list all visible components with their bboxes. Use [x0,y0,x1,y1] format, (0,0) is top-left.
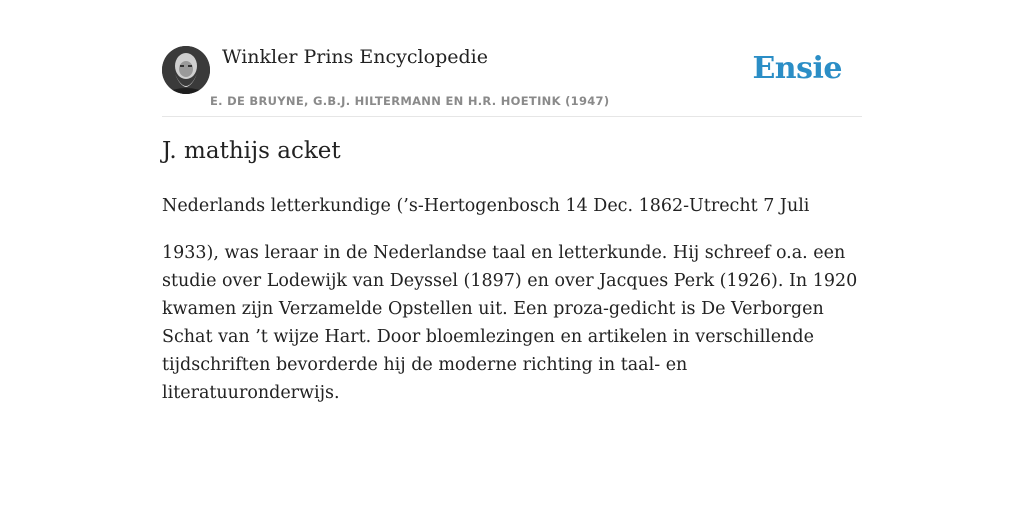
portrait-image [162,46,210,94]
author-portrait-icon[interactable] [162,46,210,94]
entry-title: J. mathijs acket [162,138,341,164]
source-authors: E. DE BRUYNE, G.B.J. HILTERMANN EN H.R. HOETINK (1947) [210,94,610,108]
source-header [162,46,862,117]
brand-logo[interactable]: Ensie [752,51,842,86]
source-title[interactable]: Winkler Prins Encyclopedie [222,46,488,68]
entry-paragraph: 1933), was leraar in de Nederlandse taal en letterkunde. Hij schreef o.a. een studie over Lodewijk van Deyssel (1897) en over Jacques Perk (1926). In 1920 kwamen zijn Verzamelde Opstellen uit. Een proza-gedicht is De Verborgen Schat van ’t wijze Hart. Door bloemlezingen en artikelen in verschillende tijdschriften bevorderde hij de moderne richting in taal- en literatuuronderwijs. [162,243,858,403]
entry-paragraph: Nederlands letterkundige (’s-Hertogenbosch 14 Dec. 1862-Utrecht 7 Juli [162,196,810,216]
